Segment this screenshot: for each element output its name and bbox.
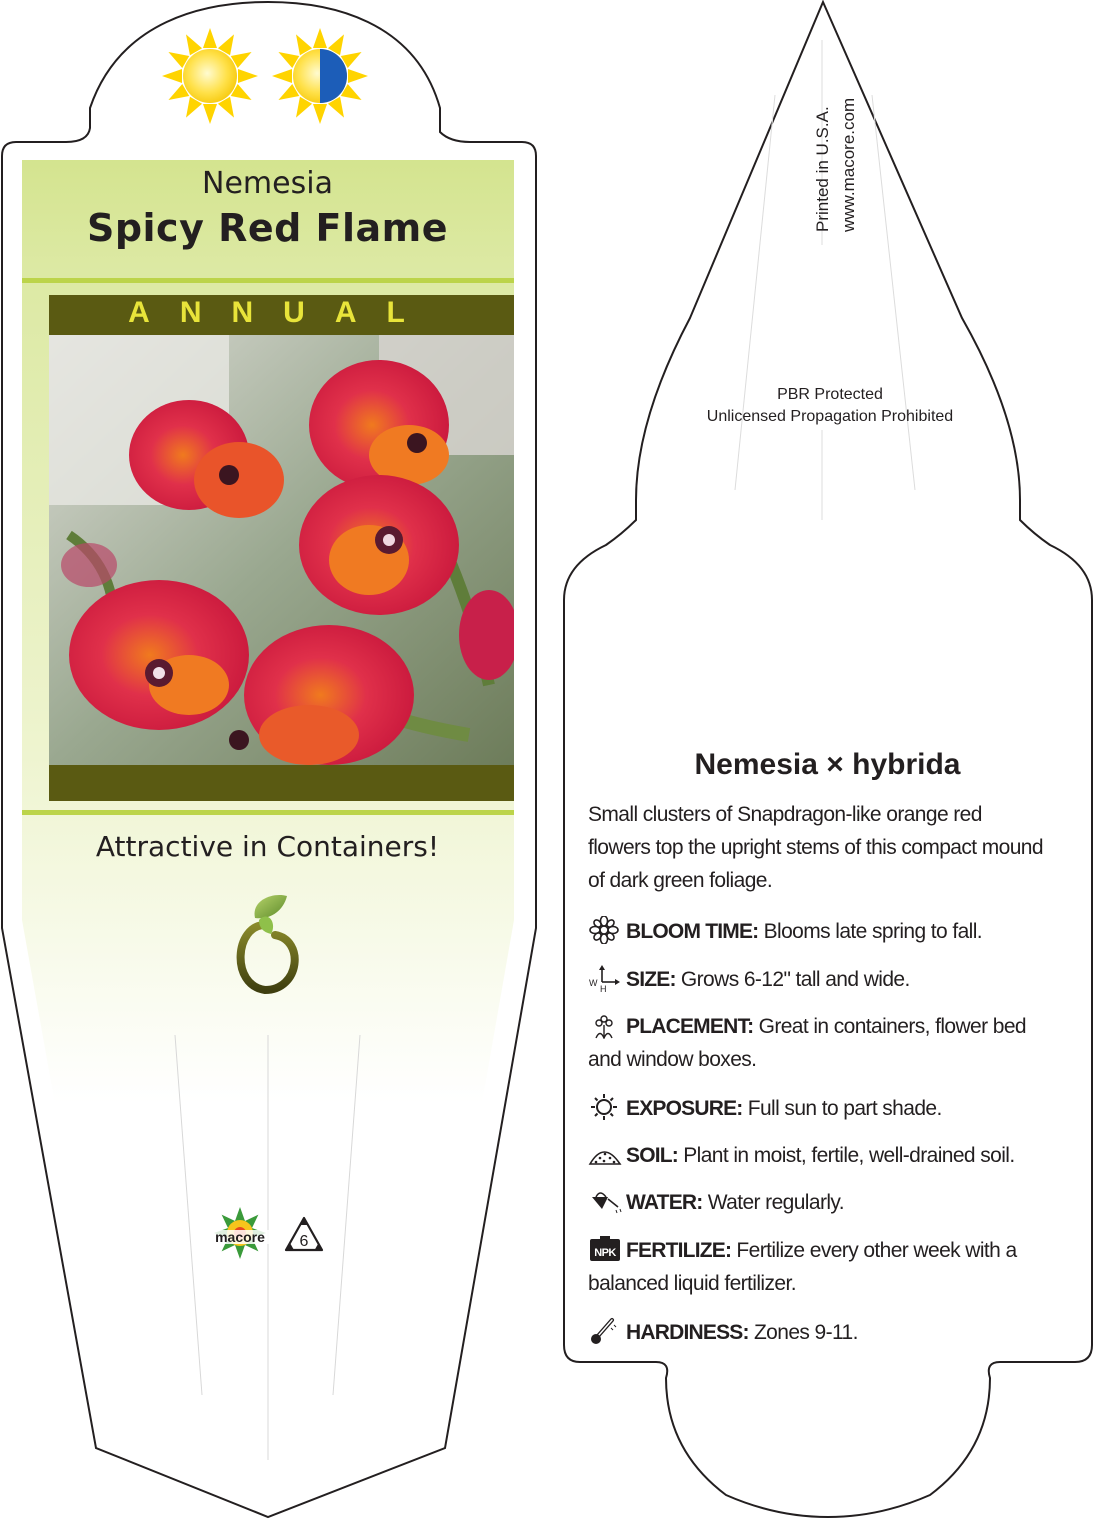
placement-icon <box>588 1011 622 1039</box>
full-sun-icon <box>160 26 260 126</box>
recycle-icon <box>282 1214 326 1258</box>
pbr-notice <box>640 384 1020 428</box>
category-label: ANNUAL <box>128 296 435 329</box>
svg-text:H: H <box>600 984 606 992</box>
svg-text:NPK: NPK <box>594 1247 616 1259</box>
care-row-water <box>588 1186 1056 1219</box>
soil-icon <box>588 1140 622 1168</box>
care-row-placement <box>588 1010 1056 1076</box>
recycle-code: 6 <box>299 1233 309 1250</box>
care-row-bloom-time <box>588 915 1056 948</box>
size-text: Grows 6-12" tall and wide. <box>680 968 910 991</box>
hardiness-text: Zones 9-11. <box>753 1321 858 1344</box>
bloom-time-text: Blooms late spring to fall. <box>763 920 983 943</box>
placement-label: PLACEMENT: <box>626 1015 754 1038</box>
care-row-size <box>588 963 1056 996</box>
size-label: SIZE: <box>626 968 676 991</box>
brand-name: macore <box>215 1229 265 1245</box>
printed-in-usa-text <box>806 62 866 232</box>
water-label: WATER: <box>626 1191 703 1214</box>
water-text: Water regularly. <box>707 1191 844 1214</box>
thermometer-icon <box>588 1317 622 1345</box>
bloom-time-label: BLOOM TIME: <box>626 920 759 943</box>
printed-in: Printed in U.S.A. <box>813 106 832 232</box>
flower-icon <box>588 916 622 944</box>
soil-text: Plant in moist, fertile, well-drained soil. <box>683 1144 1015 1167</box>
cultivar-name: Spicy Red Flame <box>86 206 449 250</box>
placement-text: Great in containers, flower bed and window boxes. <box>588 1015 1026 1071</box>
macore-brand-logo <box>205 1205 275 1270</box>
watering-can-icon <box>588 1187 622 1215</box>
part-shade-icon <box>270 26 370 126</box>
flower-photo <box>49 335 514 765</box>
fertilize-text: Fertilize every other week with a balanced liquid fertilizer. <box>588 1239 1017 1295</box>
tagline: Attractive in Containers! <box>95 830 440 863</box>
care-row-hardiness <box>588 1316 1056 1349</box>
soil-label: SOIL: <box>626 1144 678 1167</box>
sun-icon <box>588 1093 622 1121</box>
size-icon <box>588 964 622 992</box>
pbr-line-1: PBR Protected <box>777 386 883 403</box>
botanical-name: Nemesia × hybrida <box>694 748 961 781</box>
exposure-text: Full sun to part shade. <box>747 1097 942 1120</box>
svg-text:W: W <box>589 978 597 988</box>
care-row-soil <box>588 1139 1056 1172</box>
hardiness-label: HARDINESS: <box>626 1321 749 1344</box>
plant-description: Small clusters of Snapdragon-like orange red flowers top the upright stems of this compact mound of dark green foliage. <box>588 803 1043 892</box>
fertilize-label: FERTILIZE: <box>626 1239 732 1262</box>
pbr-line-2: Unlicensed Propagation Prohibited <box>706 408 954 425</box>
care-row-exposure <box>588 1092 1056 1125</box>
npk-icon <box>588 1235 622 1263</box>
genus-name: Nemesia <box>202 166 333 201</box>
macore-swirl-logo <box>225 890 305 995</box>
care-row-fertilize <box>588 1234 1056 1300</box>
website: www.macore.com <box>839 97 858 232</box>
exposure-label: EXPOSURE: <box>626 1097 743 1120</box>
